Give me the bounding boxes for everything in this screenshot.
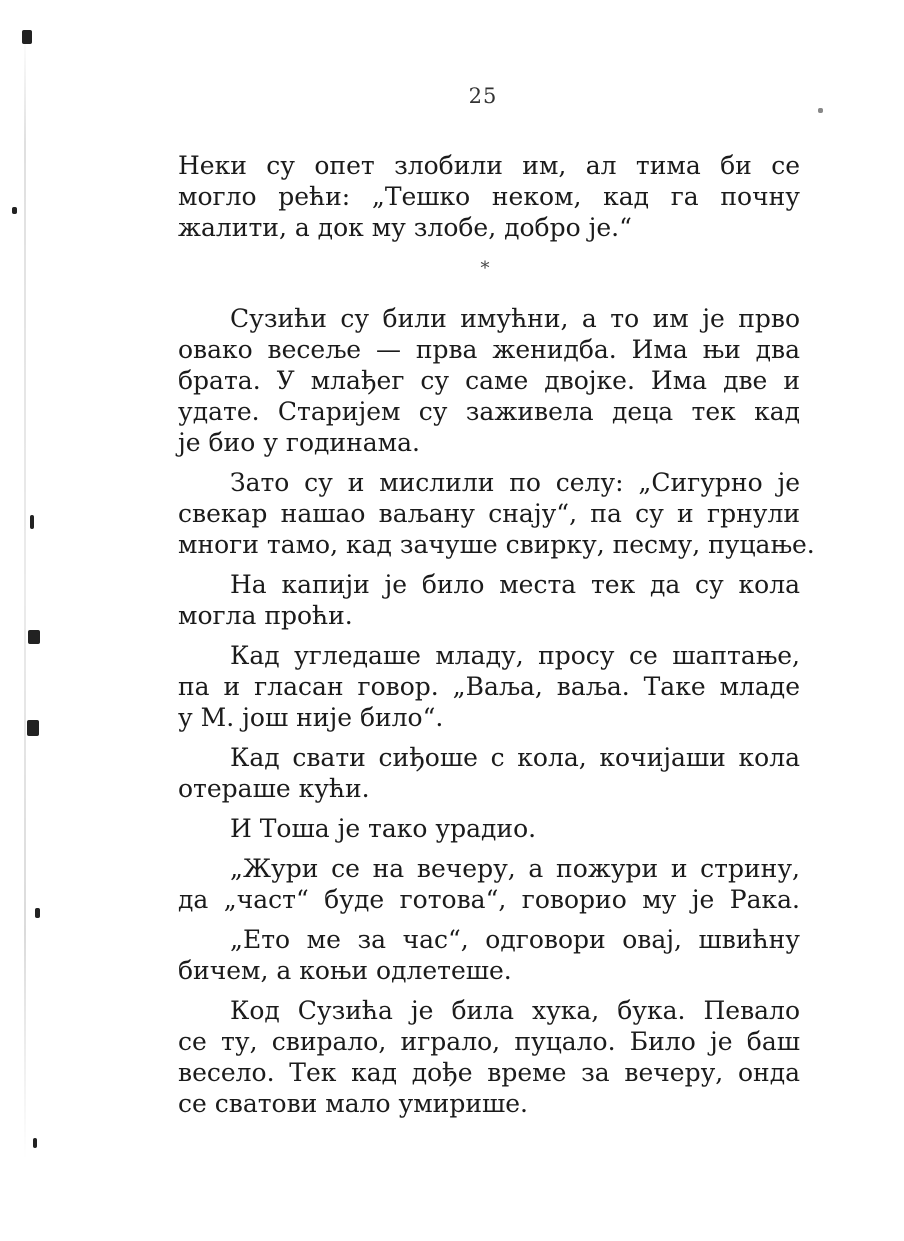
text-line: брата. У млађег су саме двојке. Има две и: [178, 366, 800, 395]
scan-speck: [28, 630, 40, 644]
paragraph: [178, 813, 800, 844]
text-line: И Тоша је тако урадио.: [230, 814, 537, 843]
text-line: жалити, а док му злобе, добро је.“: [178, 213, 632, 242]
scan-speck: [27, 720, 39, 736]
text-line: бичем, а коњи одлетеше.: [178, 956, 512, 985]
text-line: да „част“ буде готова“, говорио му је Рака.: [178, 885, 800, 914]
text-line: овако весеље — прва женидба. Има њи два: [178, 335, 800, 364]
text-line: удате. Старијем су заживела деца тек кад: [178, 397, 800, 426]
text-line: „Жури се на вечеру, а пожури и стрину,: [230, 854, 800, 883]
text-line: Кад свати сиђоше с кола, кочијаши кола: [230, 743, 800, 772]
scan-speck: [818, 108, 823, 113]
text-line: „Ето ме за час“, одговори овај, швићну: [230, 925, 800, 954]
text-line: Сузићи су били имућни, а то им је прво: [230, 304, 800, 333]
text-line: свекар нашао ваљану снају“, па су и грнули: [178, 499, 800, 528]
text-line: отераше кући.: [178, 774, 370, 803]
text-line: Код Сузића је била хука, бука. Певало: [230, 996, 800, 1025]
paragraph: [178, 569, 800, 631]
text-line: у М. још није било“.: [178, 703, 444, 732]
text-line: Кад угледаше младу, просу се шаптање,: [230, 641, 800, 670]
section-separator: *: [480, 258, 490, 279]
scan-speck: [22, 30, 32, 44]
binding-edge: [24, 30, 26, 1160]
paragraph: [178, 303, 800, 458]
scan-speck: [35, 908, 40, 918]
text-line: Неки су опет злобили им, ал тима би се: [178, 151, 800, 180]
paragraph: [178, 640, 800, 733]
scan-speck: [30, 515, 34, 529]
text-line: се ту, свирало, играло, пуцало. Било је баш: [178, 1027, 800, 1056]
paragraph: [178, 467, 815, 560]
main-text: [178, 303, 815, 1128]
text-line: Зато су и мислили по селу: „Сигурно је: [230, 468, 800, 497]
paragraph: [178, 853, 800, 915]
text-line: могло рећи: „Тешко неком, кад га почну: [178, 182, 800, 211]
page-number: 25: [468, 84, 498, 108]
text-line: је био у годинама.: [178, 428, 420, 457]
scan-speck: [12, 207, 17, 214]
text-line: весело. Тек кад дође време за вечеру, онда: [178, 1058, 800, 1087]
scan-speck: [33, 1138, 37, 1148]
top-paragraph: [178, 150, 800, 243]
text-line: могла проћи.: [178, 601, 353, 630]
text-line: па и гласан говор. „Ваља, ваља. Таке младе: [178, 672, 800, 701]
text-line: многи тамо, кад зачуше свирку, песму, пуцање.: [178, 530, 815, 559]
text-line: се сватови мало умирише.: [178, 1089, 528, 1118]
paragraph: [178, 995, 800, 1119]
paragraph: [178, 924, 800, 986]
text-line: На капији је било места тек да су кола: [230, 570, 800, 599]
paragraph: [178, 742, 800, 804]
